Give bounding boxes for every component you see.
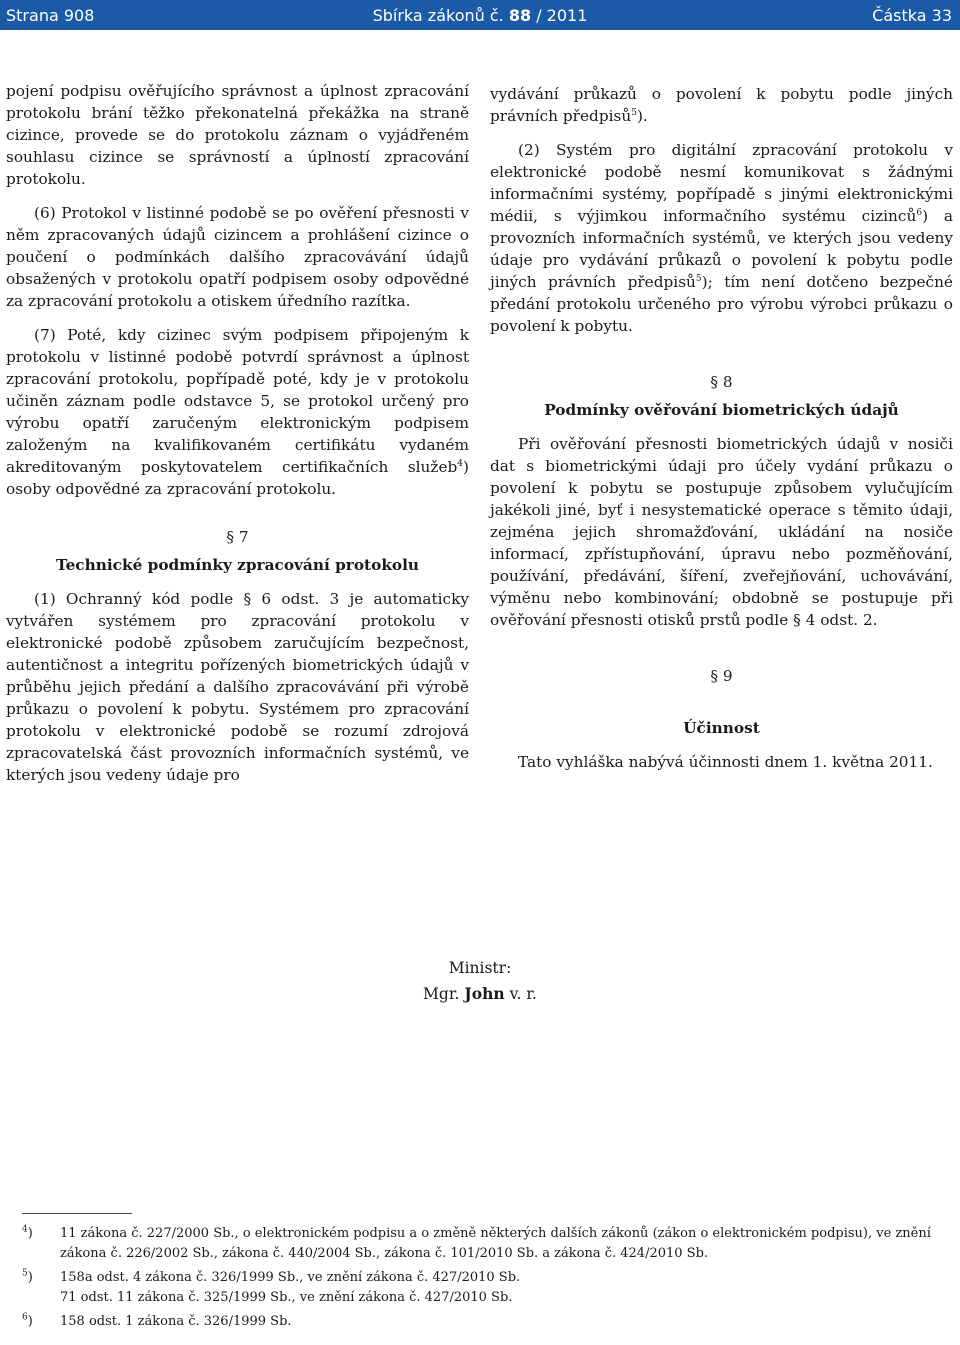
paragraph xyxy=(6,324,469,500)
footnote-mark: 4 xyxy=(22,1224,28,1235)
collection-year: / 2011 xyxy=(536,6,588,25)
paragraph: pojení podpisu ověřujícího správnost a úplnost zpracování protokolu brání těžko překonatelná překážka na straně cizince, provede se do protokolu záznam o vyjádřeném souhlasu cizince se správností a úplností zpracování protokolu. xyxy=(6,82,469,188)
footnote-mark: 5 xyxy=(22,1268,28,1279)
paragraph: Tato vyhláška nabývá účinnosti dnem 1. května 2011. xyxy=(518,753,933,771)
signature-suffix: v. r. xyxy=(509,985,537,1003)
paragraph-text: ); tím není dotčeno bezpečné předání protokolu určeného pro výrobu výrobci průkazu o povolení k pobytu. xyxy=(490,273,953,335)
footnote: $^4$) 11 zákona č. 227/2000 Sb., o elektronickém podpisu a o změně některých dalších zákonů (zákon o elektronickém podpisu), ve znění zákona č. 226/2002 Sb., zákona č. 440/2004 Sb., zákona č. 101/2010 Sb. a zákona č. 424/2010 Sb. xyxy=(22,1224,931,1261)
footnotes xyxy=(22,1224,947,1336)
paragraph-text: (2) Systém pro digitální zpracování protokolu v elektronické podobě nesmí komunikovat s žádnými informačními systémy, popřípadě s jinými elektronickými médii, s výjimkou informačního systému cizinců xyxy=(490,141,953,225)
footnote: $^6$) 158 odst. 1 zákona č. 326/1999 Sb. xyxy=(22,1312,292,1329)
paragraph-text: ). xyxy=(636,107,648,125)
footnote-mark: 6 xyxy=(22,1312,28,1323)
left-column xyxy=(6,80,469,786)
signature-role: Ministr: xyxy=(448,959,512,977)
paragraph: (6) Protokol v listinné podobě se po ověření přesnosti v něm zpracovaných údajů cizincem a prohlášení cizince o poučení o podmínkách dalšího zpracovávání údajů obsažených v protokolu opatří podpisem osoby odpovědné za zpracování protokolu a otiskem úředního razítka. xyxy=(6,204,469,310)
footnote-divider xyxy=(22,1213,132,1214)
paragraph-text: (7) Poté, kdy cizinec svým podpisem připojeným k protokolu v listinné podobě potvrdí správnost a úplnost zpracování protokolu, popřípadě poté, kdy je v protokolu učiněn záznam podle odstavce 5, se protokol určený pro výrobu opatří zaručeným elektronickým podpisem založeným na kvalifikovaném certifikátu vydaném akreditovaným poskytovatelem certifikačních služeb xyxy=(6,326,469,476)
footnote-ref: 4 xyxy=(457,458,464,469)
part-label: Částka 33 xyxy=(872,6,952,25)
signature-block xyxy=(0,955,960,1007)
paragraph-text: ) a provozních informačních systémů, ve kterých jsou vedeny údaje pro vydávání průkazů o povolení k pobytu podle jiných právních předpisů xyxy=(490,207,954,291)
paragraph-text: ) osoby odpovědné za zpracování protokolu. xyxy=(6,458,469,498)
collection-title xyxy=(0,6,960,25)
paragraph xyxy=(490,83,953,127)
section-title: Technické podmínky zpracování protokolu xyxy=(55,556,420,574)
paragraph-text: vydávání průkazů o povolení k pobytu podle jiných právních předpisů xyxy=(490,85,953,125)
footnote-text: 158 odst. 1 zákona č. 326/1999 Sb. xyxy=(60,1314,292,1329)
section-number: § 7 xyxy=(226,528,249,546)
footnote-ref: 5 xyxy=(695,273,702,284)
footnote-ref: 5 xyxy=(631,107,637,118)
section-number: § 8 xyxy=(710,373,733,391)
page-number: Strana 908 xyxy=(6,6,95,25)
footnote: $^5$) 158a odst. 4 zákona č. 326/1999 Sb., ve znění zákona č. 427/2010 Sb. 71 odst. 11 zákona č. 325/1999 Sb., ve znění zákona č. 427/2010 Sb. xyxy=(22,1268,947,1308)
footnote-text: 71 odst. 11 zákona č. 325/1999 Sb., ve znění zákona č. 427/2010 Sb. xyxy=(60,1290,513,1305)
footnote-text: 11 zákona č. 227/2000 Sb., o elektronickém podpisu a o změně některých dalších zákonů (zákon o elektronickém podpisu), ve znění zákona č. 226/2002 Sb., zákona č. 440/2004 Sb., zákona č. 101/2010 Sb. a zákona č. 424/2010 Sb. xyxy=(60,1226,931,1261)
footnote-text: 158a odst. 4 zákona č. 326/1999 Sb., ve znění zákona č. 427/2010 Sb. xyxy=(60,1270,521,1285)
page-header xyxy=(0,0,960,30)
right-column xyxy=(490,83,953,773)
section-number: § 9 xyxy=(710,667,733,685)
paragraph xyxy=(490,139,953,337)
section-title: Podmínky ověřování biometrických údajů xyxy=(544,401,899,419)
collection-number: 88 xyxy=(508,6,532,25)
signature-title: Mgr. xyxy=(423,985,460,1003)
paragraph: (1) Ochranný kód podle § 6 odst. 3 je automaticky vytvářen systémem pro zpracování protokolu v elektronické podobě způsobem zaručujícím bezpečnost, autentičnost a integritu pořízených biometrických údajů v průběhu jejich předání a dalšího zpracovávání při výrobě průkazu o povolení k pobytu. Systémem pro zpracování protokolu v elektronické podobě se rozumí zdrojová zpracovatelská část provozních informačních systémů, ve kterých jsou vedeny údaje pro xyxy=(6,590,469,784)
paragraph: Při ověřování přesnosti biometrických údajů v nosiči dat s biometrickými údaji pro účely vydání průkazu o povolení k pobytu se postupuje způsobem vylučujícím jakékoli jiné, byť i nesystematické operace s těmito údaji, zejména jejich shromažďování, ukládání na nosiče informací, zpřístupňování, úpravu nebo pozměňování, používání, předávání, šíření, zveřejňování, uchovávání, výměnu nebo kombinování; obdobně se postupuje při ověřování přesnosti otisků prstů podle § 4 odst. 2. xyxy=(490,435,953,629)
signature-line xyxy=(0,981,960,1007)
section-title: Účinnost xyxy=(683,719,760,737)
collection-prefix: Sbírka zákonů č. xyxy=(372,6,504,25)
footnote-ref: 6 xyxy=(916,207,923,218)
signature-name: John xyxy=(464,984,505,1003)
